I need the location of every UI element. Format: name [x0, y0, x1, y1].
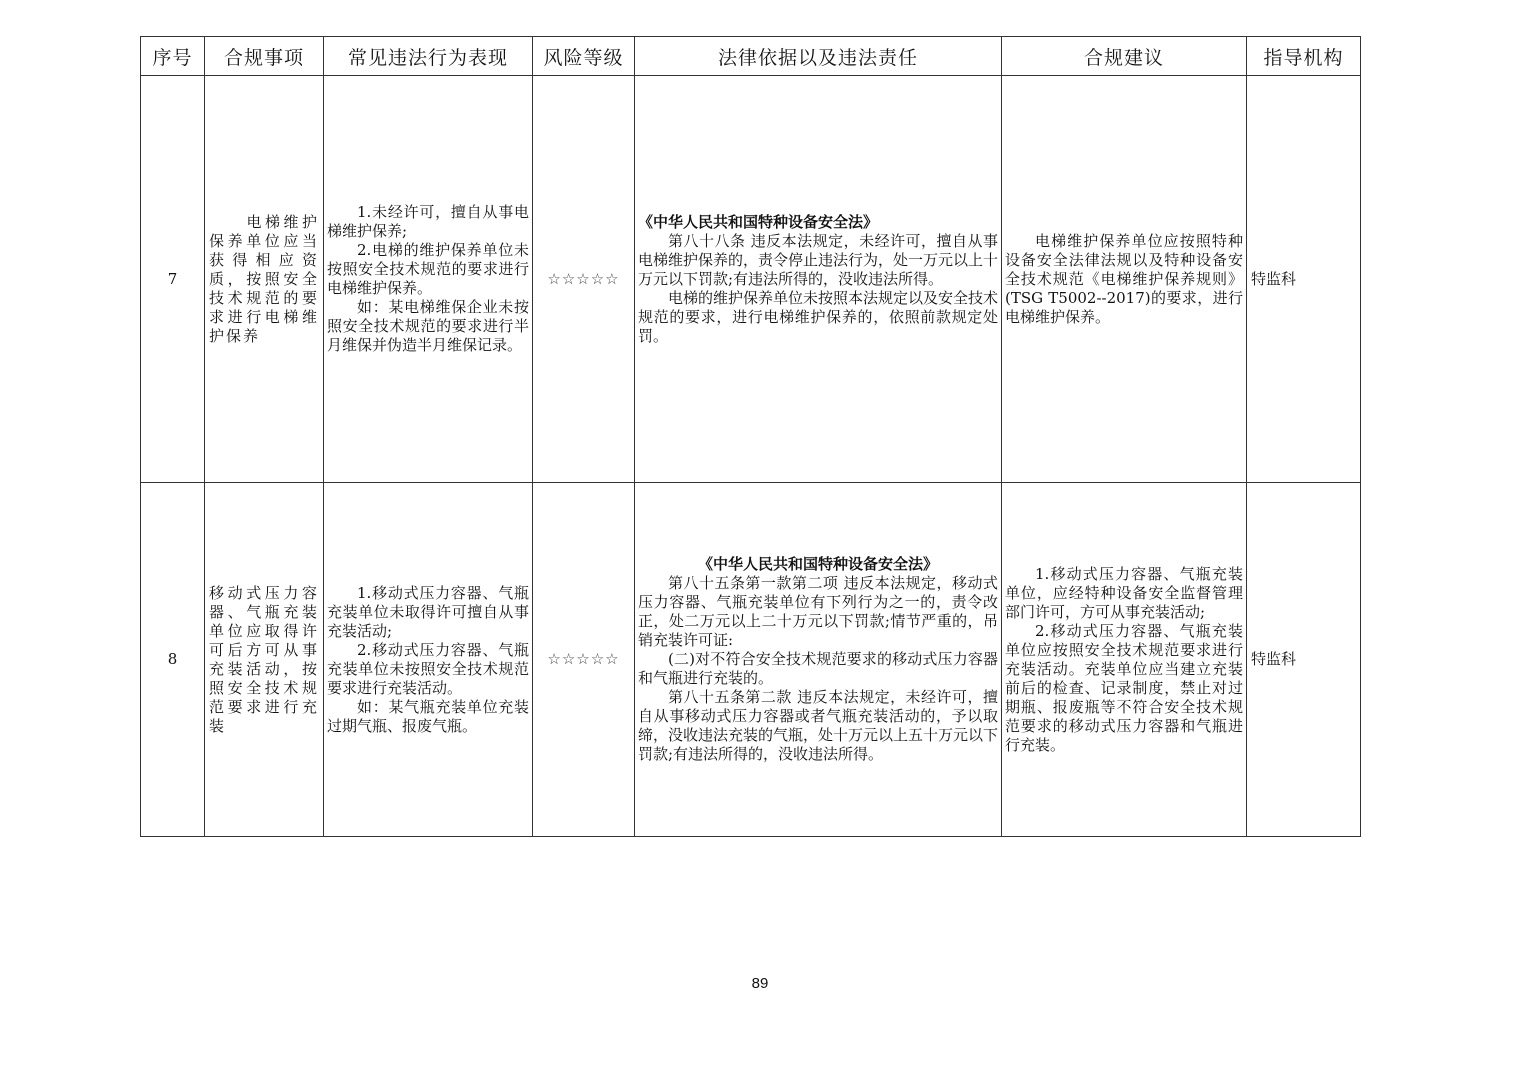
behavior-text: 2.电梯的维护保养单位未按照安全技术规范的要求进行电梯维护保养。 [327, 241, 529, 297]
violation-behaviors [324, 76, 533, 483]
law-paragraph: 第八十五条第二款 违反本法规定，未经许可，擅自从事移动式压力容器或者气瓶充装活动的，予以取缔，没收违法充装的气瓶，处十万元以上五十万元以下罚款;有违法所得的，没收违法所得。 [638, 688, 999, 763]
law-paragraph: 电梯的维护保养单位未按照本法规定以及安全技术规范的要求，进行电梯维护保养的，依照前款规定处罚。 [638, 288, 999, 345]
suggestion-text: 2.移动式压力容器、气瓶充装单位应按照安全技术规范要求进行充装活动。充装单位应当建立充装前后的检查、记录制度，禁止对过期瓶、报废瓶等不符合安全技术规范要求的移动式压力容器和气瓶进行充装。 [1005, 621, 1243, 754]
compliance-suggestion [1002, 76, 1247, 483]
behavior-text: 1.移动式压力容器、气瓶充装单位未取得许可擅自从事充装活动; [327, 583, 529, 640]
risk-stars: ☆☆☆☆☆ [533, 76, 635, 483]
guiding-org: 特监科 [1247, 76, 1361, 483]
row-index: 8 [141, 483, 205, 837]
regulation-table [140, 36, 1361, 837]
table-row [141, 76, 1361, 483]
header-law: 法律依据以及违法责任 [635, 37, 1002, 76]
header-suggestion: 合规建议 [1002, 37, 1247, 76]
guiding-org: 特监科 [1247, 483, 1361, 837]
header-index: 序号 [141, 37, 205, 76]
behavior-text: 1.未经许可，擅自从事电梯维护保养; [327, 203, 529, 240]
behavior-example: 如：某电梯维保企业未按照安全技术规范的要求进行半月维保并伪造半月维保记录。 [327, 298, 529, 354]
header-behavior: 常见违法行为表现 [324, 37, 533, 76]
law-title: 《中华人民共和国特种设备安全法》 [638, 212, 879, 231]
header-row [141, 37, 1361, 76]
behavior-example: 如：某气瓶充装单位充装过期气瓶、报废气瓶。 [327, 697, 529, 735]
suggestion-text: 电梯维护保养单位应按照特种设备安全法律法规以及特种设备安全技术规范《电梯维护保养规则》(TSG T5002--2017)的要求，进行电梯维护保养。 [1005, 231, 1243, 326]
law-paragraph: 第八十五条第一款第二项 违反本法规定，移动式压力容器、气瓶充装单位有下列行为之一的，责令改正，处二万元以上二十万元以下罚款;情节严重的，吊销充装许可证: [638, 574, 998, 649]
page-number: 89 [751, 975, 769, 992]
behavior-text: 2.移动式压力容器、气瓶充装单位未按照安全技术规范要求进行充装活动。 [327, 640, 529, 697]
compliance-item [205, 483, 324, 837]
header-risk: 风险等级 [533, 37, 635, 76]
risk-stars: ☆☆☆☆☆ [533, 483, 635, 837]
header-org: 指导机构 [1247, 37, 1361, 76]
header-item: 合规事项 [205, 37, 324, 76]
compliance-suggestion [1002, 483, 1247, 837]
violation-behaviors [324, 483, 533, 837]
suggestion-text: 1.移动式压力容器、气瓶充装单位，应经特种设备安全监督管理部门许可，方可从事充装活动; [1005, 564, 1243, 621]
compliance-item-text: 移动式压力容器、气瓶充装单位应取得许可后方可从事充装活动，按照安全技术规范要求进行充装 [209, 583, 319, 735]
row-index: 7 [141, 76, 205, 483]
law-paragraph: 第八十八条 违反本法规定，未经许可，擅自从事电梯维护保养的，责令停止违法行为，处一万元以上十万元以下罚款;有违法所得的，没收违法所得。 [638, 231, 999, 288]
compliance-item [205, 76, 324, 483]
law-paragraph: (二)对不符合安全技术规范要求的移动式压力容器和气瓶进行充装的。 [638, 650, 998, 687]
law-title: 《中华人民共和国特种设备安全法》 [697, 555, 938, 573]
legal-basis [635, 76, 1002, 483]
legal-basis [635, 483, 1002, 837]
table-row [141, 483, 1361, 837]
compliance-item-text: 电梯维护保养单位应当获得相应资质，按照安全技术规范的要求进行电梯维护保养 [209, 212, 319, 345]
